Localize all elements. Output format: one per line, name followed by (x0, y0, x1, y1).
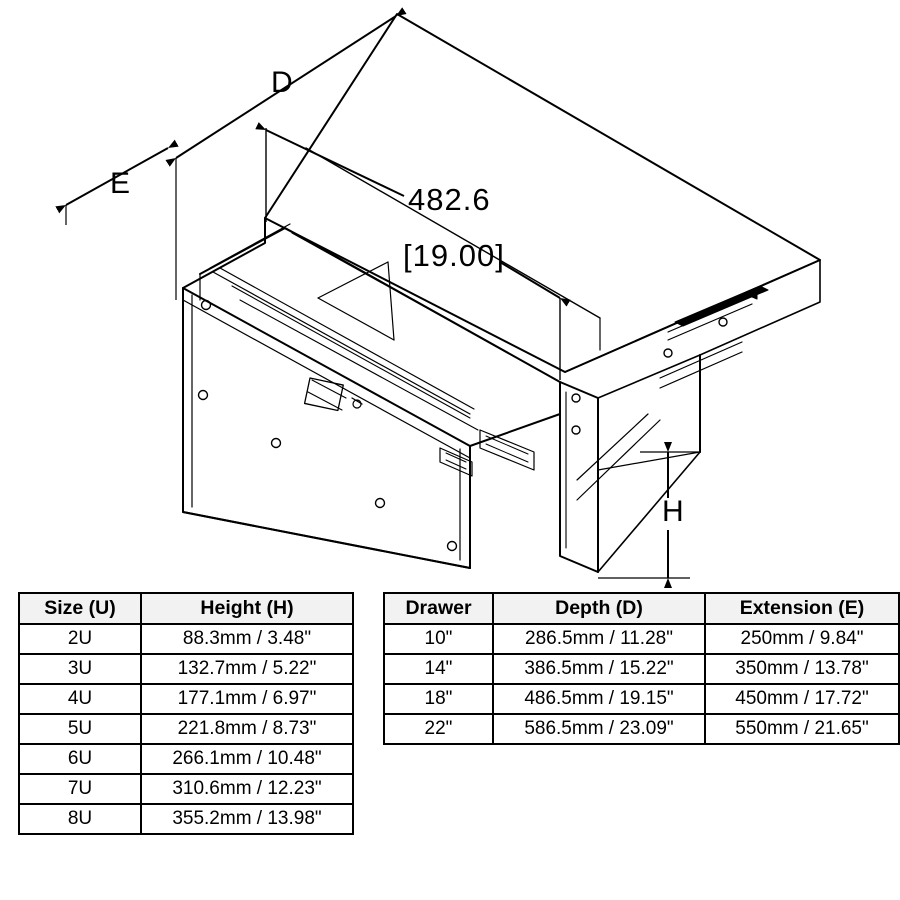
table-row (384, 654, 899, 684)
cell-height: 310.6mm / 12.23" (141, 774, 353, 804)
cell-size: 4U (19, 684, 141, 714)
cell-depth: 486.5mm / 19.15" (493, 684, 705, 714)
depth-extension-table (383, 592, 900, 745)
table-row (384, 624, 899, 654)
cell-drawer: 10" (384, 624, 493, 654)
cell-size: 7U (19, 774, 141, 804)
right-slide-rail (565, 260, 820, 452)
cell-height: 266.1mm / 10.48" (141, 744, 353, 774)
cell-height: 221.8mm / 8.73" (141, 714, 353, 744)
column-header-extension: Extension (E) (705, 593, 899, 624)
cell-depth: 586.5mm / 23.09" (493, 714, 705, 744)
cell-height: 88.3mm / 3.48" (141, 624, 353, 654)
drawer-sliding-tray (200, 224, 560, 446)
cell-size: 3U (19, 654, 141, 684)
table-row (384, 684, 899, 714)
cell-extension: 250mm / 9.84" (705, 624, 899, 654)
table-row (384, 714, 899, 744)
column-header-height: Height (H) (141, 593, 353, 624)
cell-depth: 286.5mm / 11.28" (493, 624, 705, 654)
dimension-label-height: H (662, 495, 684, 528)
column-header-size: Size (U) (19, 593, 141, 624)
cell-height: 355.2mm / 13.98" (141, 804, 353, 834)
column-header-depth: Depth (D) (493, 593, 705, 624)
table-row (19, 774, 353, 804)
column-header-drawer: Drawer (384, 593, 493, 624)
dimension-label-depth: D (271, 66, 293, 99)
table-row (19, 684, 353, 714)
table-row (19, 804, 353, 834)
table-row (19, 744, 353, 774)
table-header-row (384, 593, 899, 624)
cell-size: 6U (19, 744, 141, 774)
cell-extension: 550mm / 21.65" (705, 714, 899, 744)
dimension-value-width-mm: 482.6 (408, 182, 491, 217)
cell-depth: 386.5mm / 15.22" (493, 654, 705, 684)
cell-height: 177.1mm / 6.97" (141, 684, 353, 714)
drawer-top-panel (265, 14, 820, 372)
cell-drawer: 14" (384, 654, 493, 684)
cell-drawer: 18" (384, 684, 493, 714)
cell-extension: 450mm / 17.72" (705, 684, 899, 714)
table-row (19, 654, 353, 684)
cell-height: 132.7mm / 5.22" (141, 654, 353, 684)
table-row (19, 624, 353, 654)
cell-size: 5U (19, 714, 141, 744)
table-header-row (19, 593, 353, 624)
cell-size: 8U (19, 804, 141, 834)
dimension-lines (66, 16, 700, 578)
cell-extension: 350mm / 13.78" (705, 654, 899, 684)
cell-drawer: 22" (384, 714, 493, 744)
height-table (18, 592, 354, 835)
table-row (19, 714, 353, 744)
dimension-value-width-inch: [19.00] (403, 238, 505, 273)
rack-ear-bracket (560, 355, 700, 572)
dimension-label-extension: E (110, 167, 131, 200)
cell-size: 2U (19, 624, 141, 654)
